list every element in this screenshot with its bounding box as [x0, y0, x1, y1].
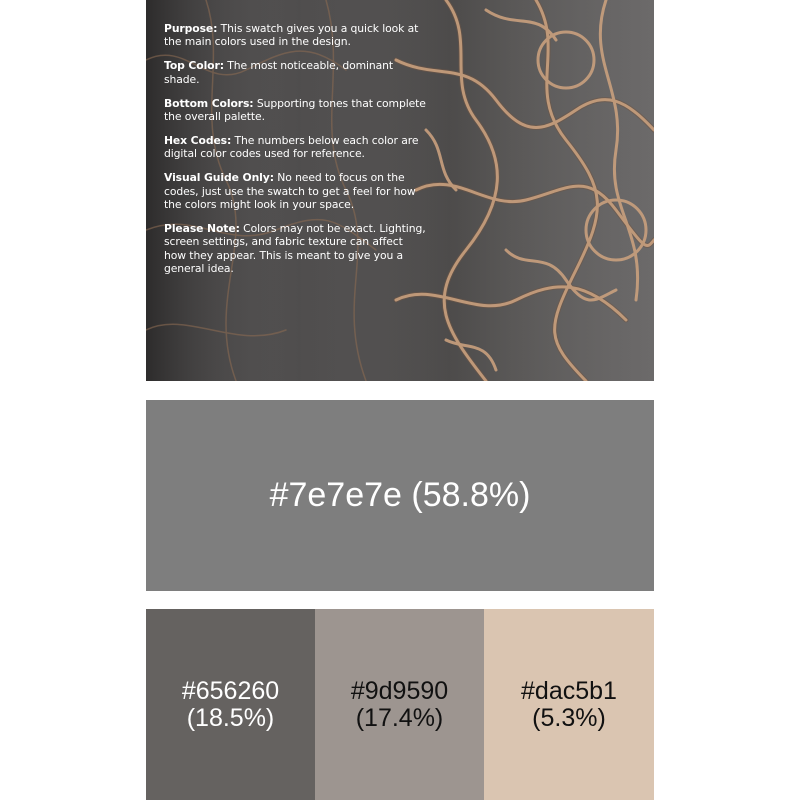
swatch-hex: #656260: [181, 676, 280, 705]
info-heading: Top Color:: [164, 59, 224, 73]
info-text-block: [164, 22, 426, 286]
info-text: No need to focus on the codes, just use the swatch to get a feel for how the colors might look in your space.: [164, 171, 416, 212]
swatch-hex: #9d9590: [350, 676, 449, 705]
info-panel: [146, 0, 654, 381]
swatch-share: (5.3%): [532, 703, 606, 732]
info-heading: Bottom Colors:: [164, 96, 254, 110]
info-text: The numbers below each color are digital color codes used for reference.: [164, 133, 419, 161]
info-item-visual-guide: [164, 171, 426, 211]
info-item-please-note: [164, 222, 426, 276]
info-item-top-color: [164, 59, 426, 86]
swatch-share: (17.4%): [355, 703, 444, 732]
info-text: Supporting tones that complete the overall palette.: [164, 96, 426, 124]
supporting-color-swatch: [315, 609, 484, 800]
supporting-color-swatch: [484, 609, 654, 800]
info-text: This swatch gives you a quick look at the main colors used in the design.: [164, 22, 419, 49]
info-heading: Hex Codes:: [164, 133, 232, 147]
info-heading: Visual Guide Only:: [164, 171, 274, 185]
swatch-hex: #dac5b1: [521, 676, 617, 705]
dominant-color-swatch: [146, 400, 654, 591]
info-heading: Please Note:: [164, 221, 240, 235]
info-text: Colors may not be exact. Lighting, screen settings, and fabric texture can affect how they appear. This is meant to give you a general idea.: [164, 221, 426, 276]
info-text: The most noticeable, dominant shade.: [164, 59, 394, 86]
dominant-color-label: #7e7e7e (58.8%): [269, 476, 531, 514]
info-heading: Purpose:: [164, 22, 218, 35]
supporting-color-swatch: [146, 609, 315, 800]
info-item-hex-codes: [164, 134, 426, 161]
swatch-share: (18.5%): [186, 703, 275, 732]
info-item-bottom-colors: [164, 97, 426, 124]
info-item-purpose: [164, 22, 426, 49]
